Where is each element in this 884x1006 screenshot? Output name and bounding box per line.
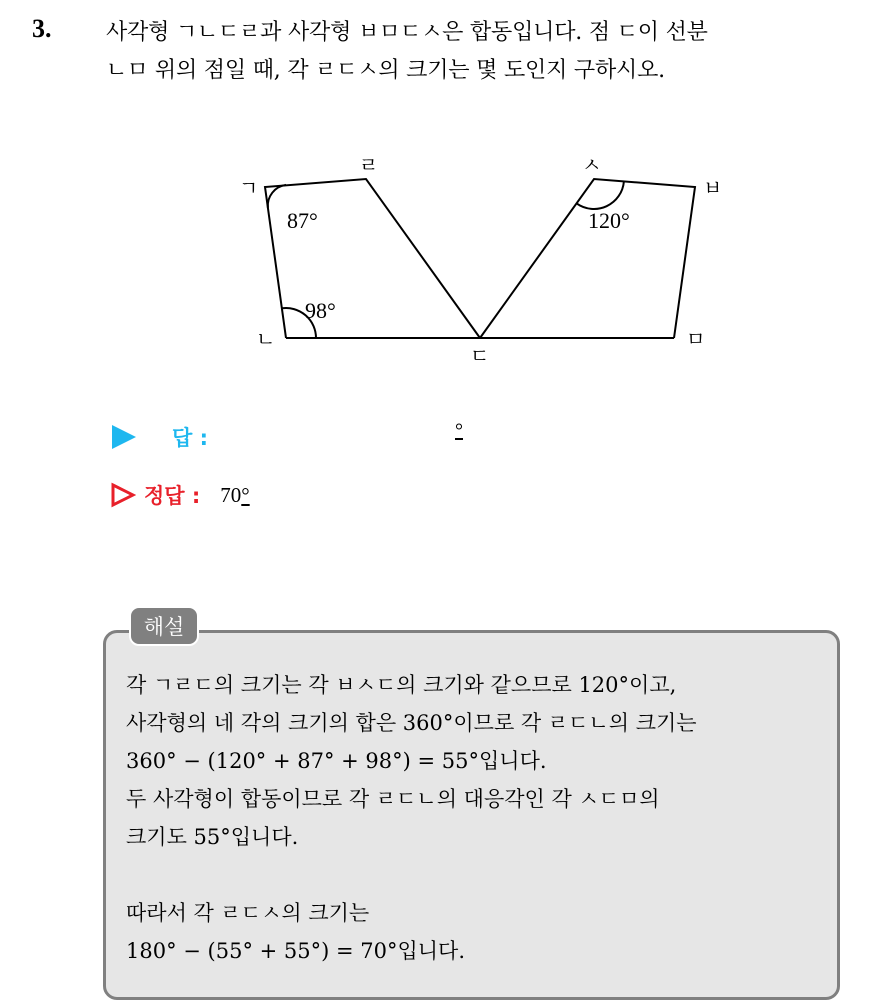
solution-line-6 <box>126 856 836 894</box>
vertex-label-r: ㄹ <box>359 153 379 177</box>
quad-left <box>265 179 480 338</box>
angle-label-s: 120° <box>588 208 630 233</box>
solution-line-5: 크기도 55°입니다. <box>126 825 299 849</box>
vertex-label-b: ㅂ <box>703 176 723 200</box>
vertex-label-s: ㅅ <box>582 153 602 177</box>
arc-angle-g <box>268 185 286 208</box>
outline-triangle-icon <box>110 482 136 508</box>
solution-line-8: 180° − (55° + 55°) = 70°입니다. <box>126 939 466 963</box>
answer-label: 답 : <box>172 426 208 450</box>
question-number: 3. <box>32 14 52 43</box>
answer-row <box>112 422 208 452</box>
solution-line-2: 사각형의 네 각의 크기의 합은 360°이므로 각 ㄹㄷㄴ의 크기는 <box>126 711 697 735</box>
solution-line-3: 360° − (120° + 87° + 98°) = 55°입니다. <box>126 749 547 773</box>
vertex-label-m: ㅁ <box>686 327 706 351</box>
solution-line-1: 각 ㄱㄹㄷ의 크기는 각 ㅂㅅㄷ의 크기와 같으므로 120°이고, <box>126 673 677 697</box>
correct-answer-unit: ° <box>241 482 250 507</box>
angle-label-n: 98° <box>305 298 336 323</box>
question-line-2: ㄴㅁ 위의 점일 때, 각 ㄹㄷㅅ의 크기는 몇 도인지 구하시오. <box>106 58 665 83</box>
correct-answer-value <box>220 483 249 508</box>
correct-answer-label: 정답 : <box>144 484 201 508</box>
quad-right <box>480 179 695 338</box>
question-line-1: 사각형 ㄱㄴㄷㄹ과 사각형 ㅂㅁㄷㅅ은 합동입니다. 점 ㄷ이 선분 <box>106 20 708 45</box>
vertex-label-n: ㄴ <box>256 327 276 351</box>
solution-line-7: 따라서 각 ㄹㄷㅅ의 크기는 <box>126 901 370 925</box>
play-triangle-icon <box>112 425 136 449</box>
solution-line-4: 두 사각형이 합동이므로 각 ㄹㄷㄴ의 대응각인 각 ㅅㄷㅁ의 <box>126 787 660 811</box>
vertex-label-d: ㄷ <box>470 344 490 368</box>
correct-answer-row <box>110 480 250 510</box>
vertex-label-g: ㄱ <box>239 176 259 200</box>
solution-tab: 해설 <box>129 606 199 646</box>
correct-answer-number: 70 <box>220 482 242 507</box>
quadrilateral-figure <box>0 0 884 420</box>
solution-text <box>126 666 836 970</box>
answer-unit: ° <box>455 420 463 442</box>
arc-angle-s <box>577 181 624 209</box>
angle-label-g: 87° <box>287 208 318 233</box>
